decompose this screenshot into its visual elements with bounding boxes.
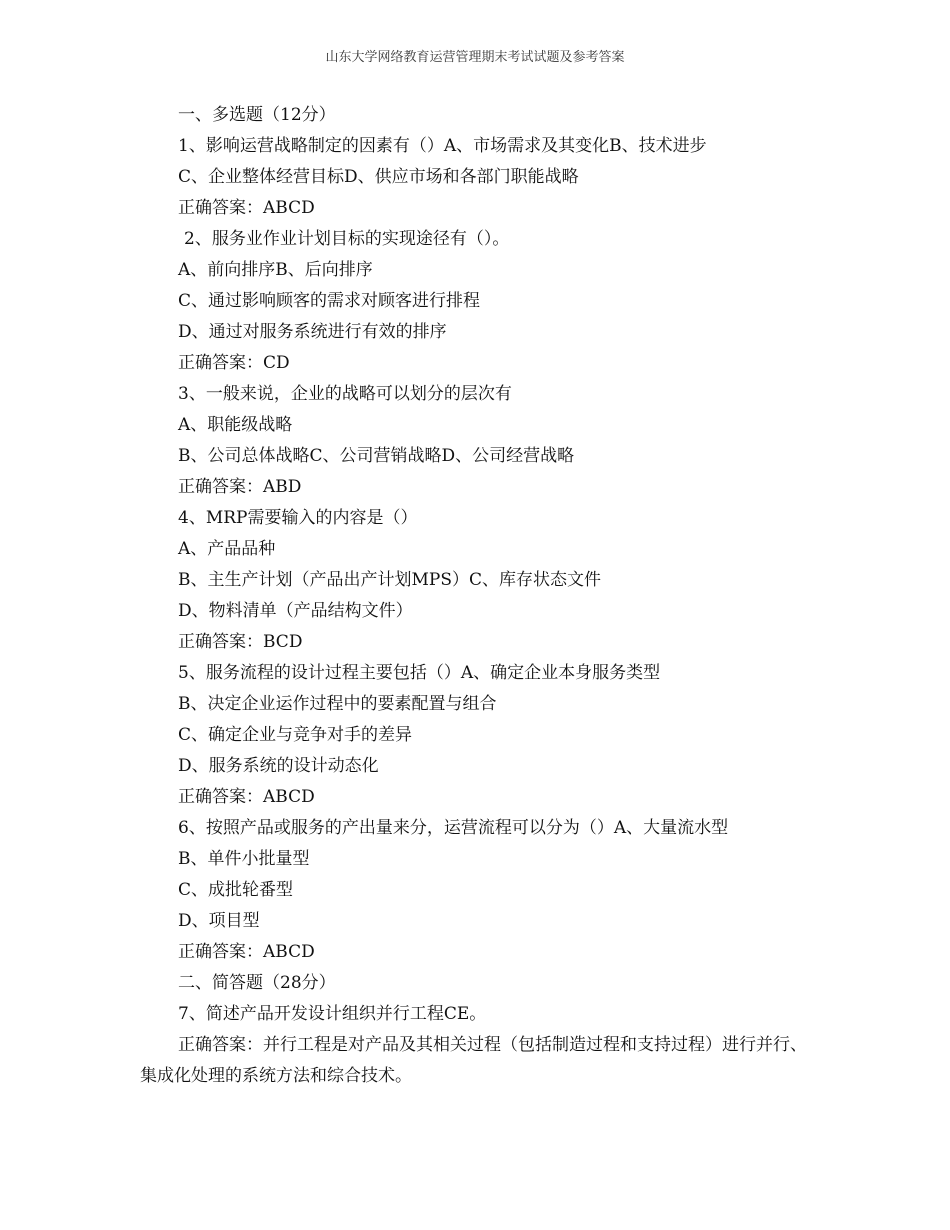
question-text: 3、一般来说，企业的战略可以划分的层次有 [178,384,512,404]
option-text: A、前向排序B、后向排序 [178,260,373,280]
answer-text: 正确答案：BCD [178,632,303,652]
option-text: A、职能级战略 [178,415,293,435]
option-text: B、主生产计划（产品出产计划MPS）C、库存状态文件 [178,570,601,590]
answer-text: 正确答案：CD [178,353,290,373]
question-text: 5、服务流程的设计过程主要包括（）A、确定企业本身服务类型 [178,663,661,683]
option-text: C、成批轮番型 [178,880,294,900]
option-text: B、单件小批量型 [178,849,310,869]
question-text: 6、按照产品或服务的产出量来分，运营流程可以分为（）A、大量流水型 [178,818,729,838]
section-title: 二、简答题（28分） [178,973,336,993]
answer-text: 正确答案：ABCD [178,787,315,807]
option-text: D、通过对服务系统进行有效的排序 [178,322,447,342]
option-text: D、服务系统的设计动态化 [178,756,379,776]
document-body [140,100,820,1092]
section-title: 一、多选题（12分） [178,105,336,125]
answer-paragraph: 正确答案：并行工程是对产品及其相关过程（包括制造过程和支持过程）进行并行、集成化处理的系统方法和综合技术。 [140,1035,807,1086]
answer-text: 正确答案：ABD [178,477,302,497]
option-text: B、公司总体战略C、公司营销战略D、公司经营战略 [178,446,575,466]
question-text: 2、服务业作业计划目标的实现途径有（）。 [184,229,510,249]
option-text: C、企业整体经营目标D、供应市场和各部门职能战略 [178,167,579,187]
page-header: 山东大学网络教育运营管理期末考试试题及参考答案 [325,50,625,65]
option-text: C、确定企业与竞争对手的差异 [178,725,413,745]
option-text: B、决定企业运作过程中的要素配置与组合 [178,694,497,714]
answer-text: 正确答案：ABCD [178,198,315,218]
question-text: 7、简述产品开发设计组织并行工程CE。 [178,1004,487,1024]
answer-text: 正确答案：ABCD [178,942,315,962]
option-text: D、物料清单（产品结构文件） [178,601,413,621]
option-text: C、通过影响顾客的需求对顾客进行排程 [178,291,481,311]
question-text: 1、影响运营战略制定的因素有（）A、市场需求及其变化B、技术进步 [178,136,707,156]
option-text: D、项目型 [178,911,260,931]
question-text: 4、MRP需要输入的内容是（） [178,508,418,528]
option-text: A、产品品种 [178,539,276,559]
